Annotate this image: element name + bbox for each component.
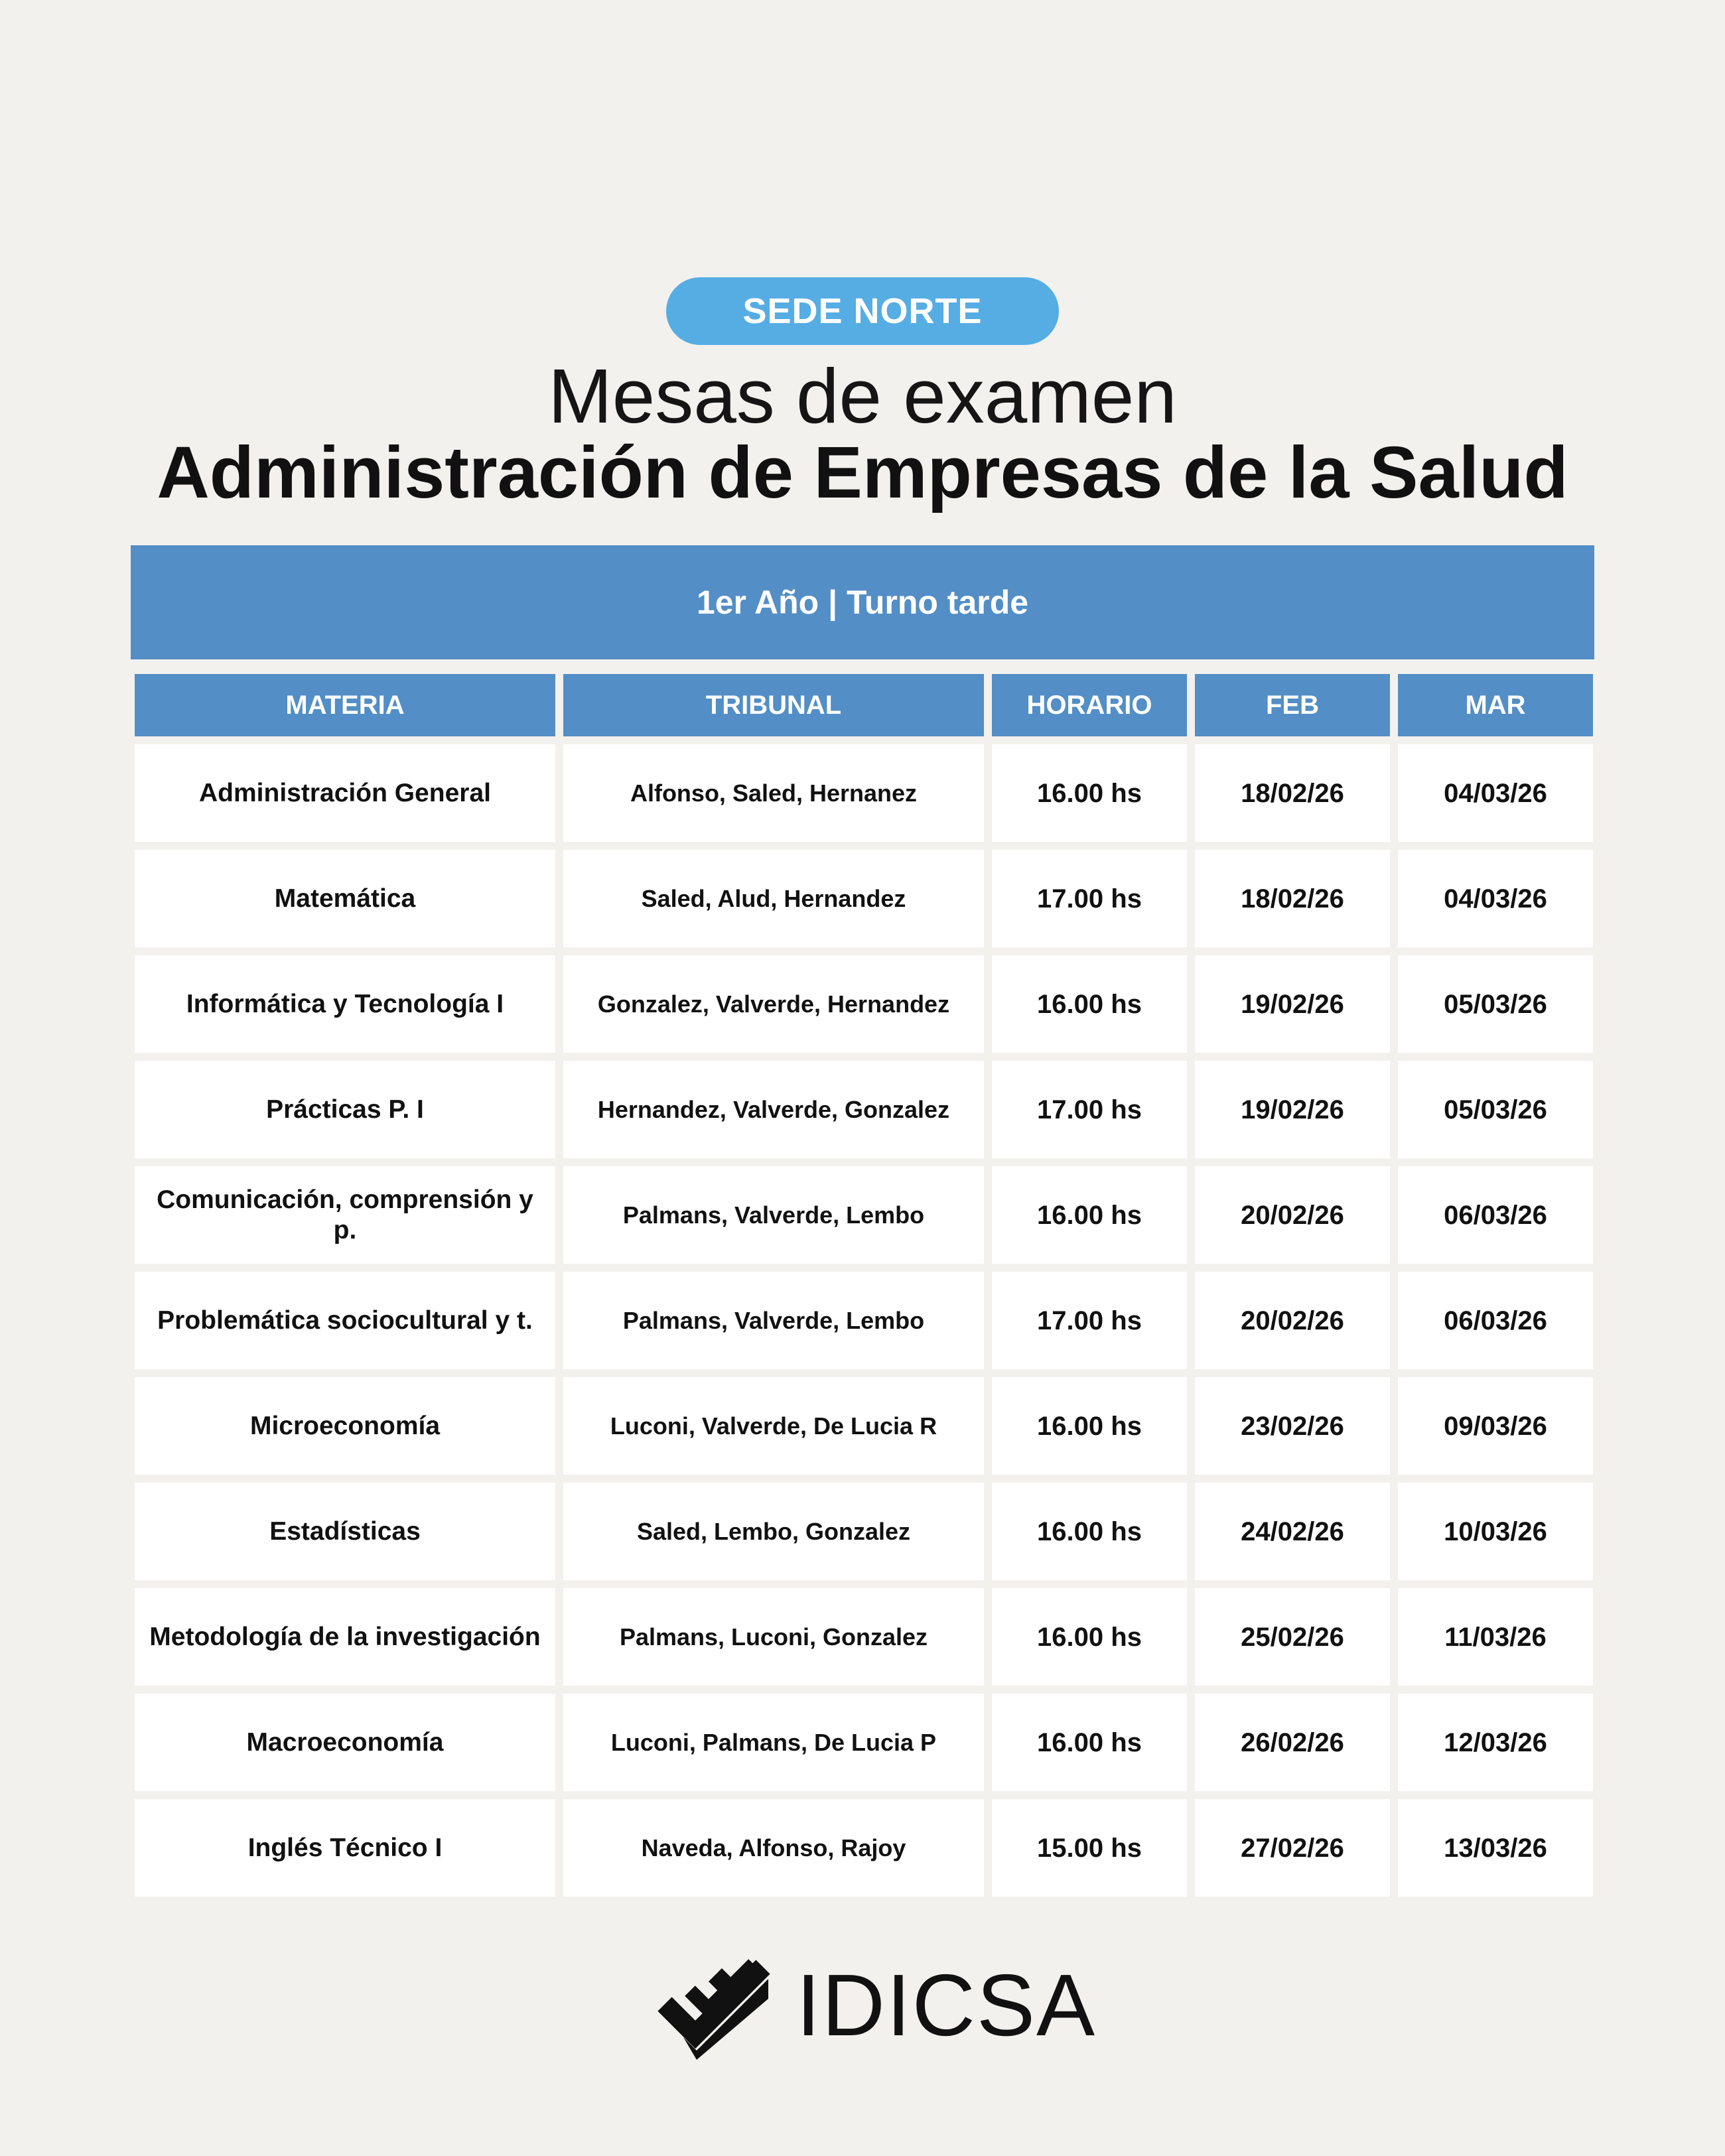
header-horario: HORARIO	[992, 674, 1187, 736]
cell-mar: 04/03/26	[1398, 744, 1593, 842]
cell-materia: Macroeconomía	[135, 1694, 555, 1791]
cell-materia: Microeconomía	[135, 1377, 555, 1475]
cell-materia: Estadísticas	[135, 1483, 555, 1580]
cell-feb: 24/02/26	[1195, 1483, 1390, 1580]
cell-feb: 18/02/26	[1195, 850, 1390, 947]
cell-feb: 19/02/26	[1195, 955, 1390, 1053]
cell-tribunal: Palmans, Valverde, Lembo	[563, 1166, 984, 1264]
table-row	[135, 1166, 1593, 1264]
exam-schedule-table	[127, 666, 1601, 1905]
cell-feb: 27/02/26	[1195, 1799, 1390, 1897]
cell-materia: Inglés Técnico I	[135, 1799, 555, 1897]
cell-feb: 19/02/26	[1195, 1061, 1390, 1158]
cell-tribunal: Saled, Lembo, Gonzalez	[563, 1483, 984, 1580]
logo-text: IDICSA	[796, 1956, 1097, 2054]
idicsa-logo-icon	[657, 1947, 776, 2060]
cell-mar: 06/03/26	[1398, 1166, 1593, 1264]
cell-mar: 13/03/26	[1398, 1799, 1593, 1897]
cell-feb: 23/02/26	[1195, 1377, 1390, 1475]
cell-horario: 16.00 hs	[992, 955, 1187, 1053]
cell-mar: 10/03/26	[1398, 1483, 1593, 1580]
table-row	[135, 1377, 1593, 1475]
cell-mar: 12/03/26	[1398, 1694, 1593, 1791]
cell-mar: 04/03/26	[1398, 850, 1593, 947]
page-subtitle: Administración de Empresas de la Salud	[157, 432, 1568, 513]
cell-horario: 16.00 hs	[992, 1588, 1187, 1686]
table-row	[135, 744, 1593, 842]
cell-materia: Metodología de la investigación	[135, 1588, 555, 1686]
cell-materia: Matemática	[135, 850, 555, 947]
cell-mar: 05/03/26	[1398, 955, 1593, 1053]
cell-tribunal: Palmans, Luconi, Gonzalez	[563, 1588, 984, 1686]
table-row	[135, 1588, 1593, 1686]
cell-tribunal: Luconi, Valverde, De Lucia R	[563, 1377, 984, 1475]
table-header-row	[135, 674, 1593, 736]
cell-feb: 20/02/26	[1195, 1166, 1390, 1264]
cell-feb: 18/02/26	[1195, 744, 1390, 842]
cell-horario: 17.00 hs	[992, 850, 1187, 947]
table-row	[135, 850, 1593, 947]
cell-tribunal: Alfonso, Saled, Hernanez	[563, 744, 984, 842]
cell-horario: 16.00 hs	[992, 1694, 1187, 1791]
cell-horario: 16.00 hs	[992, 1483, 1187, 1580]
sede-badge: SEDE NORTE	[666, 277, 1059, 345]
table-row	[135, 1694, 1593, 1791]
cell-horario: 16.00 hs	[992, 1377, 1187, 1475]
cell-horario: 17.00 hs	[992, 1272, 1187, 1369]
table-row	[135, 1272, 1593, 1369]
cell-mar: 11/03/26	[1398, 1588, 1593, 1686]
cell-tribunal: Hernandez, Valverde, Gonzalez	[563, 1061, 984, 1158]
page-title: Mesas de examen	[548, 353, 1177, 439]
cell-materia: Informática y Tecnología I	[135, 955, 555, 1053]
cell-horario: 15.00 hs	[992, 1799, 1187, 1897]
table-row	[135, 1799, 1593, 1897]
cell-horario: 16.00 hs	[992, 1166, 1187, 1264]
cell-mar: 06/03/26	[1398, 1272, 1593, 1369]
cell-horario: 17.00 hs	[992, 1061, 1187, 1158]
header-mar: MAR	[1398, 674, 1593, 736]
cell-materia: Prácticas P. I	[135, 1061, 555, 1158]
cell-tribunal: Gonzalez, Valverde, Hernandez	[563, 955, 984, 1053]
cell-tribunal: Saled, Alud, Hernandez	[563, 850, 984, 947]
cell-materia: Problemática sociocultural y t.	[135, 1272, 555, 1369]
cell-feb: 25/02/26	[1195, 1588, 1390, 1686]
cell-tribunal: Naveda, Alfonso, Rajoy	[563, 1799, 984, 1897]
year-shift-banner: 1er Año | Turno tarde	[131, 545, 1594, 659]
cell-materia: Administración General	[135, 744, 555, 842]
cell-mar: 05/03/26	[1398, 1061, 1593, 1158]
cell-feb: 20/02/26	[1195, 1272, 1390, 1369]
header-tribunal: TRIBUNAL	[563, 674, 984, 736]
cell-feb: 26/02/26	[1195, 1694, 1390, 1791]
cell-tribunal: Luconi, Palmans, De Lucia P	[563, 1694, 984, 1791]
cell-materia: Comunicación, comprensión y p.	[135, 1166, 555, 1264]
header-feb: FEB	[1195, 674, 1390, 736]
table-row	[135, 1483, 1593, 1580]
cell-mar: 09/03/26	[1398, 1377, 1593, 1475]
table-row	[135, 1061, 1593, 1158]
cell-horario: 16.00 hs	[992, 744, 1187, 842]
header-materia: MATERIA	[135, 674, 555, 736]
cell-tribunal: Palmans, Valverde, Lembo	[563, 1272, 984, 1369]
table-row	[135, 955, 1593, 1053]
idicsa-logo	[657, 1947, 1097, 2060]
